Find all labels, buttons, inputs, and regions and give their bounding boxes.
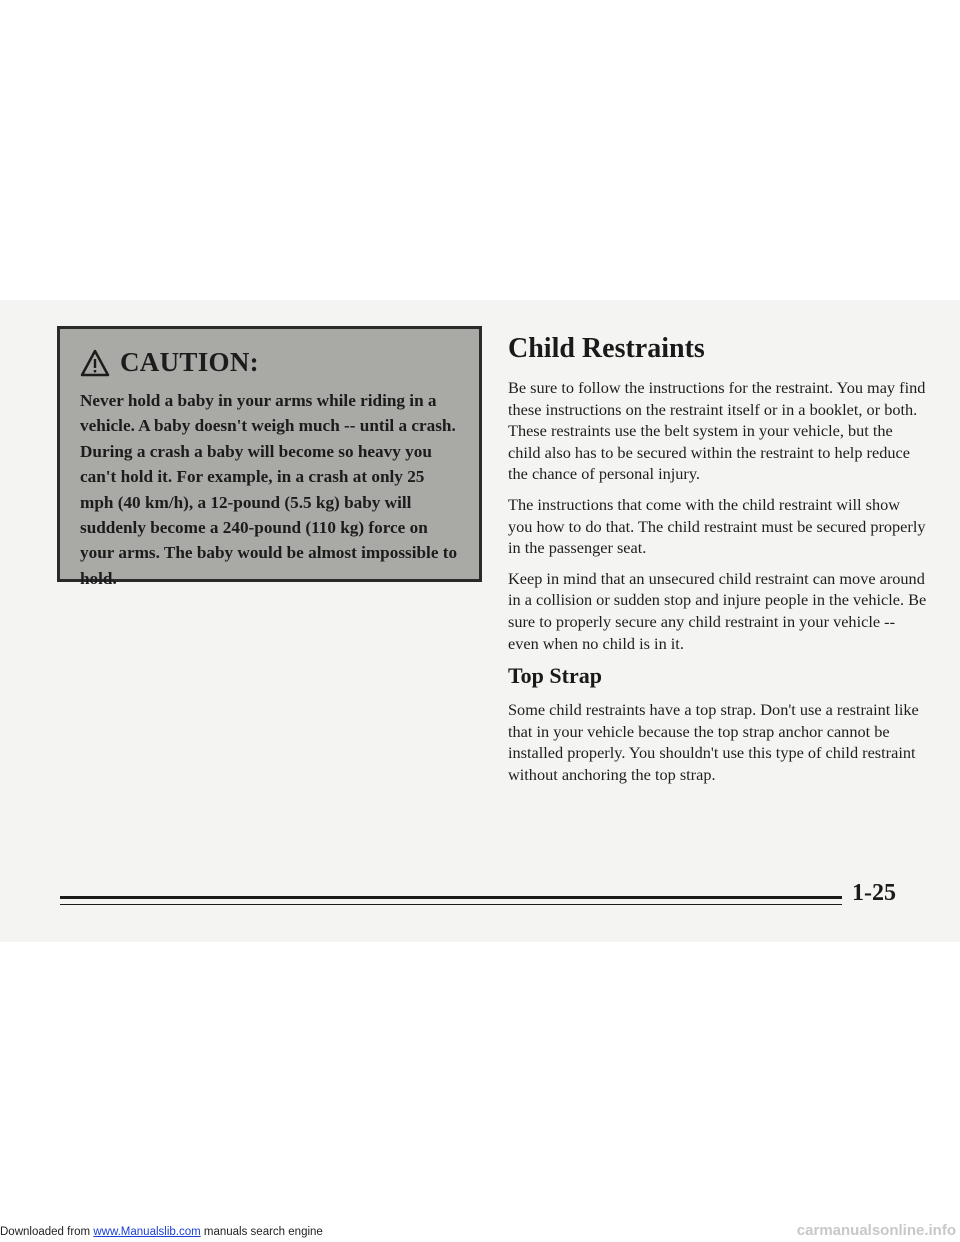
caution-text: Never hold a baby in your arms while riding in a vehicle. A baby doesn't weigh much -- until a crash. During a crash a baby will become so heavy you can't hold it. For example, in a crash at only 25 mph (40 km/h), a 12-pound (5.5 kg) baby will suddenly become a 240-pound (110 kg) force on your arms. The baby would be almost impossible to hold. xyxy=(80,391,458,588)
section-paragraph: Keep in mind that an unsecured child restraint can move around in a collision or sudden stop and injure people in the vehicle. Be sure to properly secure any child restraint in your vehicle -- even when no child is in it. xyxy=(508,568,927,653)
section-title: Child Restraints xyxy=(508,333,705,364)
caution-header xyxy=(80,347,461,378)
section-paragraph: Be sure to follow the instructions for the restraint. You may find these instructions on the restraint itself or in a booklet, or both. These restraints use the belt system in your vehicle, but the child also has to be secured within the restraint to help reduce the chance of personal injury. xyxy=(508,378,926,484)
footer-prefix: Downloaded from xyxy=(0,1226,94,1238)
caution-title: CAUTION: xyxy=(120,347,259,377)
caution-box xyxy=(57,326,482,588)
page-number: 1-25 xyxy=(852,880,896,906)
footer-suffix: manuals search engine xyxy=(200,1226,323,1238)
footer-rule-thin xyxy=(60,904,842,905)
subsection-title: Top Strap xyxy=(508,663,602,689)
section-paragraph: The instructions that come with the child restraint will show you how to do that. The child restraint must be secured properly in the passenger seat. xyxy=(508,494,926,558)
subsection-paragraph: Some child restraints have a top strap. Don't use a restraint like that in your vehicle because the top strap anchor cannot be installed properly. You shouldn't use this type of child restraint without anchoring the top strap. xyxy=(508,700,919,784)
manualslib-link[interactable]: www.Manualslib.com xyxy=(93,1226,201,1238)
watermark: carmanualsonline.info xyxy=(796,1222,956,1239)
warning-triangle-icon xyxy=(80,349,110,377)
content-column xyxy=(508,333,928,795)
download-footer xyxy=(0,1226,323,1238)
footer-rule xyxy=(60,896,842,899)
